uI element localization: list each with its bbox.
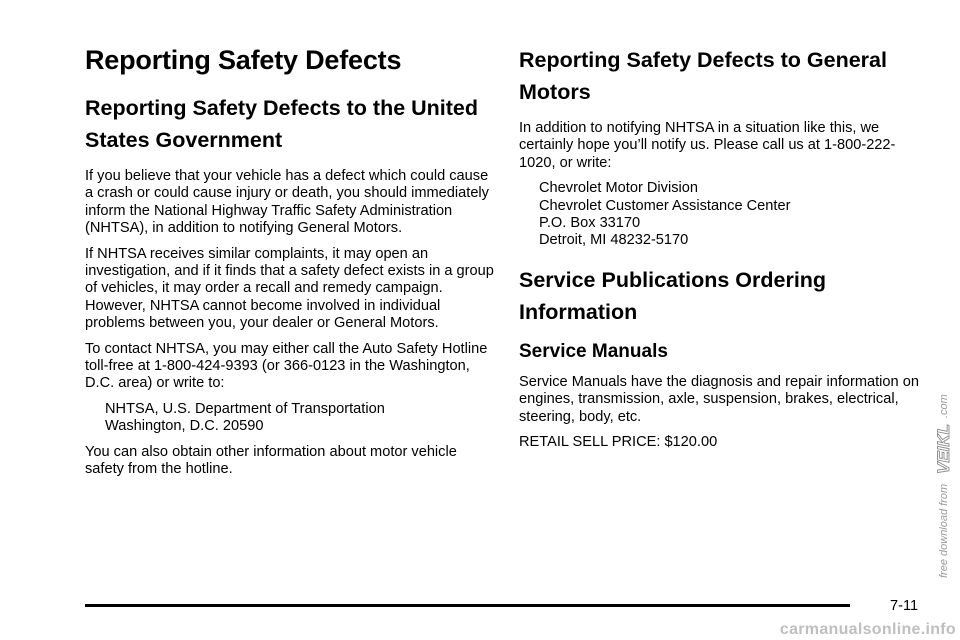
page-title: Reporting Safety Defects (85, 45, 402, 75)
section-heading-general-motors: Reporting Safety Defects to General Motors (519, 48, 887, 104)
paragraph-service-manuals: Service Manuals have the diagnosis and repair information on engines, transmission, axle, suspension, brakes, electrical, steering, body, etc. (519, 373, 919, 425)
vertical-watermark (931, 340, 953, 580)
retail-price: RETAIL SELL PRICE: $120.00 (519, 434, 718, 451)
paragraph-nhtsa-investigation: If NHTSA receives similar complaints, it may open an investigation, and if it finds that a safety defect exists in a group of vehicles, it may order a recall and remedy campaign. However, NHTSA cannot become involved in individual problems between you, your dealer or General Motors. (85, 245, 494, 332)
left-column (85, 44, 495, 487)
footer-site-url[interactable]: carmanualsonline.info (779, 621, 956, 638)
address-line: Chevrolet Motor Division (539, 180, 698, 197)
nhtsa-address (85, 401, 495, 436)
section-heading-us-government: Reporting Safety Defects to the United States Government (85, 96, 479, 152)
address-line: Chevrolet Customer Assistance Center (539, 197, 791, 214)
address-line: P.O. Box 33170 (539, 215, 641, 232)
address-line: NHTSA, U.S. Department of Transportation (105, 400, 385, 417)
paragraph-defect-belief: If you believe that your vehicle has a defect which could cause a crash or could cause injury or death, you should immediately inform the National Highway Traffic Safety Administration (NHTSA), in addition to notifying General Motors. (85, 168, 489, 237)
section-heading-service-publications: Service Publications Ordering Information (519, 267, 827, 324)
footer-rule (85, 604, 850, 607)
watermark-brand: VEIKL (934, 423, 953, 474)
paragraph-contact-nhtsa: To contact NHTSA, you may either call the Auto Safety Hotline toll-free at 1-800-424-9393 (or 366-0123 in the Washington, D.C. area) or write to: (85, 340, 488, 392)
address-line: Washington, D.C. 20590 (105, 418, 264, 435)
paragraph-hotline: You can also obtain other information about motor vehicle safety from the hotline. (85, 443, 457, 478)
paragraph-notify-gm: In addition to notifying NHTSA in a situation like this, we certainly hope you’ll notify us. Please call us at 1-800-222-1020, or write: (519, 120, 896, 171)
watermark-logo-icon (931, 340, 953, 580)
page-number: 7-11 (890, 598, 919, 614)
watermark-suffix: .com (938, 394, 950, 418)
subheading-service-manuals: Service Manuals (519, 340, 668, 362)
address-line: Detroit, MI 48232-5170 (539, 232, 689, 249)
right-column (519, 44, 929, 459)
watermark-prefix: free download from (938, 483, 950, 578)
gm-address (519, 180, 929, 250)
